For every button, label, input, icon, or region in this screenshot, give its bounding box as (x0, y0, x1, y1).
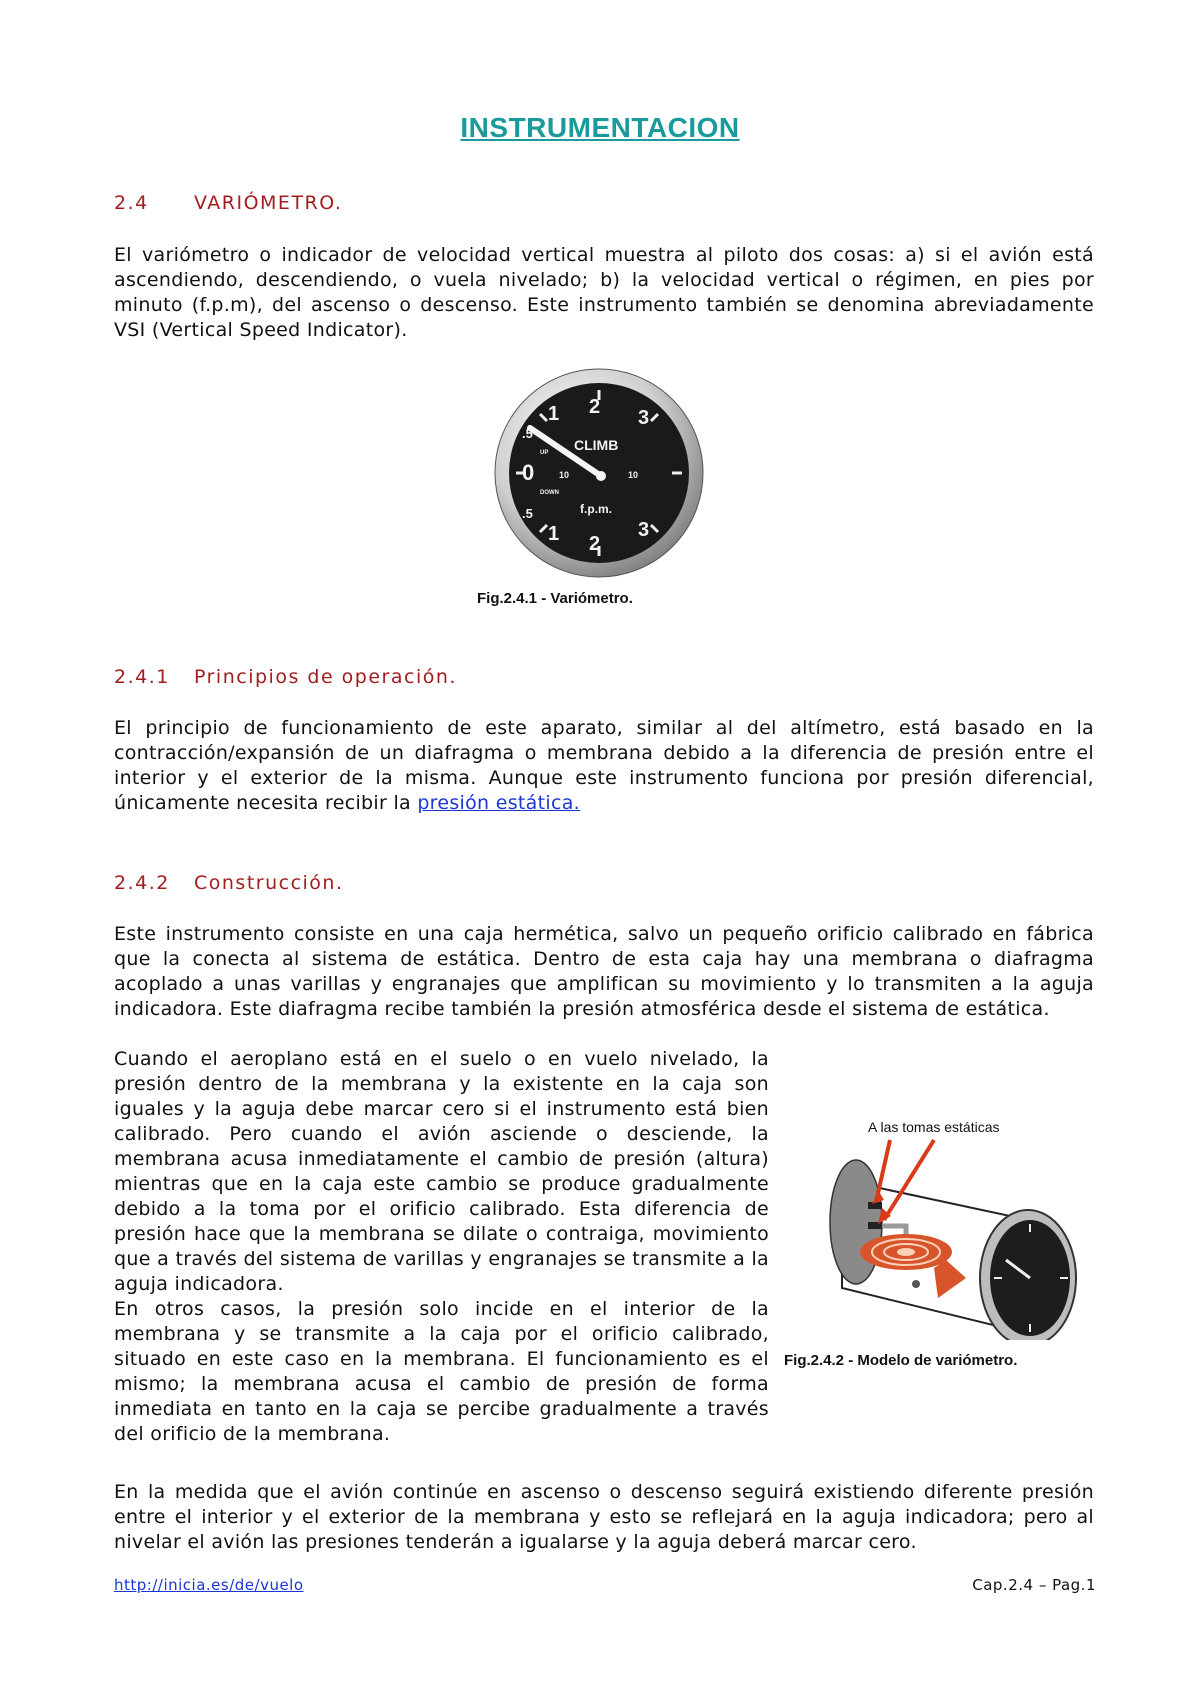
construction-paragraph-3: En otros casos, la presión solo incide en el interior de la membrana y se transmite a la caja por el orificio calibrado, situado en este caso en la membrana. El funcionamiento es el mismo; la membrana acusa el cambio de presión de forma inmediata en tanto en la caja se percibe gradualmente a través del orificio de la membrana. (114, 1298, 769, 1445)
static-ports-callout: A las tomas estáticas (868, 1119, 1000, 1135)
svg-text:10: 10 (628, 470, 639, 480)
dial-hub (596, 471, 606, 481)
construction-paragraph-1: Este instrumento consiste en una caja hermética, salvo un pequeño orificio calibrado en fábrica que la conecta al sistema de estática. Dentro de esta caja hay una membrana o diafragma acoplado a unas varillas y engranajes que amplifican su movimiento y lo transmiten a la aguja indicadora. Este diafragma recibe también la presión atmosférica desde el sistema de estática. (114, 923, 1094, 1020)
dial-climb-label: CLIMB (574, 437, 619, 453)
section-heading (114, 192, 342, 214)
svg-text:2: 2 (589, 533, 601, 555)
section-number: 2.4 (114, 192, 149, 214)
diaphragm (860, 1234, 952, 1270)
dial-down-label: DOWN (540, 490, 559, 496)
subsection2-number: 2.4.2 (114, 872, 170, 894)
footer-page-number: Cap.2.4 – Pag.1 (972, 1576, 1096, 1594)
static-pressure-link[interactable]: presión estática. (417, 792, 580, 814)
linkage-arm (934, 1260, 966, 1298)
subsection1-paragraph (114, 716, 1094, 816)
subsection1-number: 2.4.1 (114, 666, 170, 688)
subsection1-heading (114, 666, 457, 688)
static-port-2 (868, 1222, 882, 1229)
variometer-model-figure (816, 1110, 1088, 1340)
figure1-caption: Fig.2.4.1 - Variómetro. (477, 590, 633, 607)
gear (912, 1280, 920, 1288)
dial-fpm-label: f.p.m. (580, 502, 612, 516)
intro-paragraph: El variómetro o indicador de velocidad vertical muestra al piloto dos cosas: a) si el avión está ascendiendo, descendiendo, o vuela nivelado; b) la velocidad vertical o régimen, en pies por minuto (f.p.m), del ascenso o descenso. Este instrumento también se denomina abreviadamente VSI (Vertical Speed Indicator). (114, 244, 1094, 341)
subsection1-title: Principios de operación. (194, 666, 457, 688)
svg-text:1: 1 (548, 403, 560, 425)
footer-link[interactable]: http://inicia.es/de/vuelo (114, 1576, 304, 1594)
svg-text:2: 2 (589, 396, 601, 418)
svg-text:.5: .5 (522, 426, 533, 441)
subsection2-heading (114, 872, 344, 894)
svg-text:10: 10 (559, 470, 570, 480)
construction-paragraph-4: En la medida que el avión continúe en ascenso o descenso seguirá existiendo diferente presión entre el interior y el exterior de la membrana y esto se reflejará en la aguja indicadora; pero al nivelar el avión las presiones tenderán a igualarse y la aguja deberá marcar cero. (114, 1481, 1094, 1553)
subsection2-title: Construcción. (194, 872, 344, 894)
figure2-caption: Fig.2.4.2 - Modelo de variómetro. (784, 1352, 1018, 1369)
subsection1-text: El principio de funcionamiento de este aparato, similar al del altímetro, está basado en la contracción/expansión de un diafragma o membrana debido a la diferencia de presión entre el interior y el exterior de la misma. Aunque este instrumento funciona por presión diferencial, únicamente necesita recibir la (114, 717, 1094, 814)
svg-text:.5: .5 (522, 506, 533, 521)
static-port-1 (868, 1202, 882, 1209)
variometer-figure (492, 368, 706, 578)
construction-paragraph-2: Cuando el aeroplano está en el suelo o en vuelo nivelado, la presión dentro de la membrana y la existente en la caja son iguales y la aguja debe marcar cero si el instrumento está bien calibrado. Pero cuando el avión asciende o desciende, la membrana acusa inmediatamente el cambio de presión (altura) mientras que en la caja este cambio se produce gradualmente debido a la toma por el orificio calibrado. Esta diferencia de presión hace que la membrana se dilate o contraiga, movimiento que a través del sistema de varillas y engranajes se transmite a la aguja indicadora. (114, 1048, 769, 1295)
svg-text:3: 3 (638, 407, 650, 429)
section-title: VARIÓMETRO. (194, 192, 343, 214)
dial-up-label: UP (540, 450, 549, 456)
document-title: INSTRUMENTACION (460, 112, 740, 143)
callout-arrow-2 (884, 1140, 934, 1220)
svg-text:0: 0 (522, 460, 535, 485)
svg-text:1: 1 (548, 523, 560, 545)
svg-text:3: 3 (638, 519, 650, 541)
